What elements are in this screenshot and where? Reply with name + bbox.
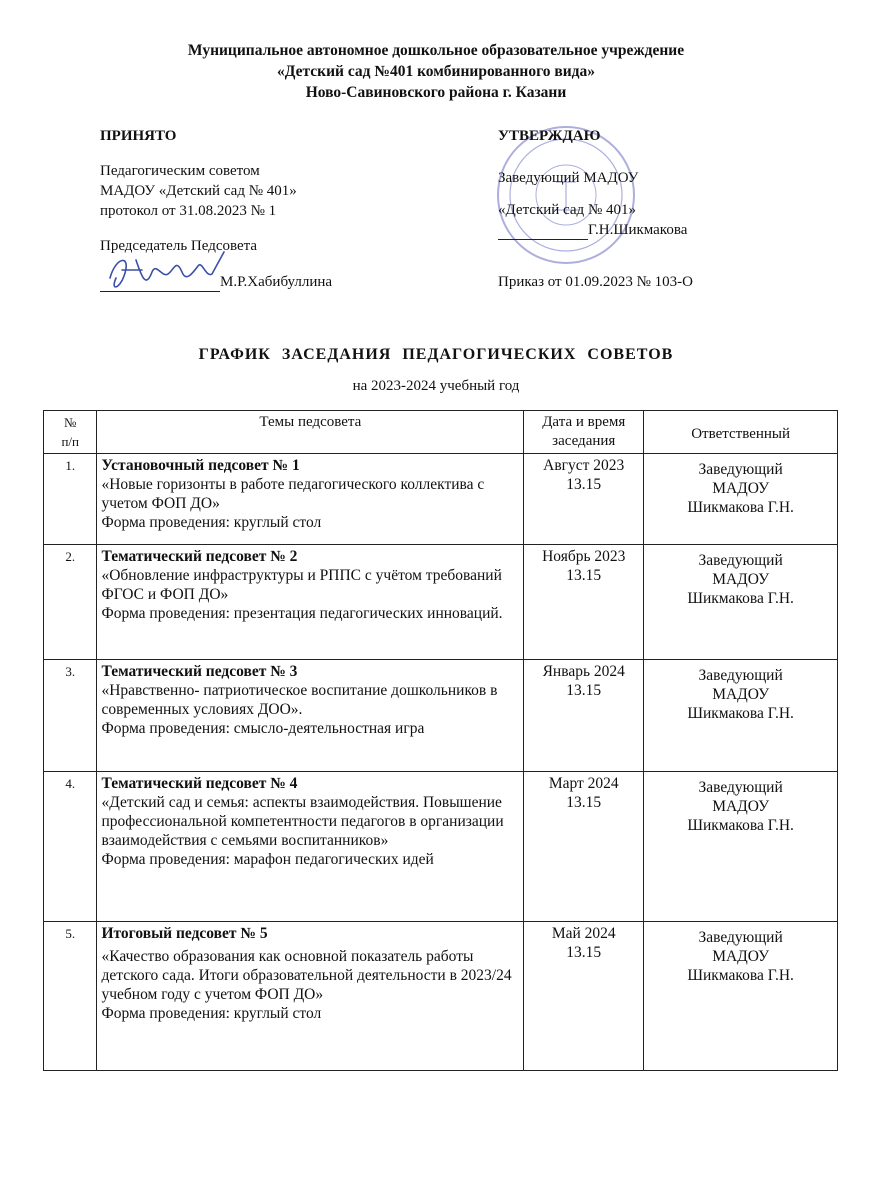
row-num: 3. [44,660,97,772]
chair-label: Председатель Педсовета [100,238,258,254]
head-name: Г.Н.Шикмакова [588,222,688,238]
approval-order: Приказ от 01.09.2023 № 103-О [498,274,693,290]
row-date: Март 2024 13.15 [524,772,644,922]
row-topic [97,922,524,1071]
table-row [44,922,838,1071]
document-title: ГРАФИК ЗАСЕДАНИЯ ПЕДАГОГИЧЕСКИХ СОВЕТОВ [198,346,674,363]
document-header [0,40,872,103]
header-line-1: Муниципальное автономное дошкольное образовательное учреждение [187,42,685,59]
header-line-2: «Детский сад №401 комбинированного вида» [277,63,595,80]
approved-heading: УТВЕРЖДАЮ [498,128,601,144]
chair-name: М.Р.Хабибуллина [220,274,333,290]
meetings-table [43,410,838,1071]
table-row [44,454,838,545]
row-num: 2. [44,545,97,660]
header-line-3: Ново-Савиновского района г. Казани [305,84,567,101]
row-responsible: Заведующий МАДОУ Шикмакова Г.Н. [644,772,838,922]
accepted-line-3: протокол от 31.08.2023 № 1 [100,203,277,219]
document-subtitle: на 2023-2024 учебный год [352,378,520,394]
council-form: Форма проведения: смысло-деятельностная игра [101,720,425,737]
row-date: Январь 2024 13.15 [524,660,644,772]
row-responsible: Заведующий МАДОУ Шикмакова Г.Н. [644,660,838,772]
council-topic: «Детский сад и семья: аспекты взаимодействия. Повышение профессиональной компетентности педагогов в организации взаимодействия с семьями воспитанников» [101,794,504,849]
row-topic [97,454,524,545]
row-topic [97,545,524,660]
accepted-line-2: МАДОУ «Детский сад № 401» [100,183,297,199]
approved-line-2: «Детский сад № 401» [498,202,637,218]
row-topic [97,772,524,922]
row-num: 5. [44,922,97,1071]
table-row [44,772,838,922]
council-name: Тематический педсовет № 4 [101,775,298,792]
row-topic [97,660,524,772]
row-responsible: Заведующий МАДОУ Шикмакова Г.Н. [644,545,838,660]
table-header-row [44,411,838,454]
row-num: 1. [44,454,97,545]
council-topic: «Нравственно- патриотическое воспитание дошкольников в современных условиях ДОО». [101,682,498,718]
row-date: Август 2023 13.15 [524,454,644,545]
table-row [44,545,838,660]
council-topic: «Качество образования как основной показатель работы детского сада. Итоги образовательной деятельности в 2023/24 учебном году с учетом ФОП ДО» [101,948,512,1003]
approved-line-1: Заведующий МАДОУ [498,170,639,186]
approved-block [498,126,798,292]
handwritten-signature [102,248,232,298]
council-form: Форма проведения: круглый стол [101,1005,322,1022]
council-name: Тематический педсовет № 2 [101,548,298,565]
table-row [44,660,838,772]
council-name: Итоговый педсовет № 5 [101,925,268,942]
council-topic: «Обновление инфраструктуры и РППС с учётом требований ФГОС и ФОП ДО» [101,567,502,603]
accepted-line-1: Педагогическим советом [100,163,260,179]
header-responsible: Ответственный [644,411,838,454]
council-form: Форма проведения: презентация педагогических инноваций. [101,605,503,622]
signature-line-head [498,225,588,240]
council-name: Тематический педсовет № 3 [101,663,298,680]
header-topic: Темы педсовета [97,411,524,454]
council-topic: «Новые горизонты в работе педагогического коллектива с учетом ФОП ДО» [101,476,485,512]
header-num: № п/п [44,411,97,454]
row-date: Ноябрь 2023 13.15 [524,545,644,660]
accepted-heading: ПРИНЯТО [100,128,177,144]
council-name: Установочный педсовет № 1 [101,457,300,474]
council-form: Форма проведения: марафон педагогических идей [101,851,434,868]
row-date: Май 2024 13.15 [524,922,644,1071]
council-form: Форма проведения: круглый стол [101,514,322,531]
row-responsible: Заведующий МАДОУ Шикмакова Г.Н. [644,922,838,1071]
row-num: 4. [44,772,97,922]
header-date: Дата и время заседания [524,411,644,454]
row-responsible: Заведующий МАДОУ Шикмакова Г.Н. [644,454,838,545]
